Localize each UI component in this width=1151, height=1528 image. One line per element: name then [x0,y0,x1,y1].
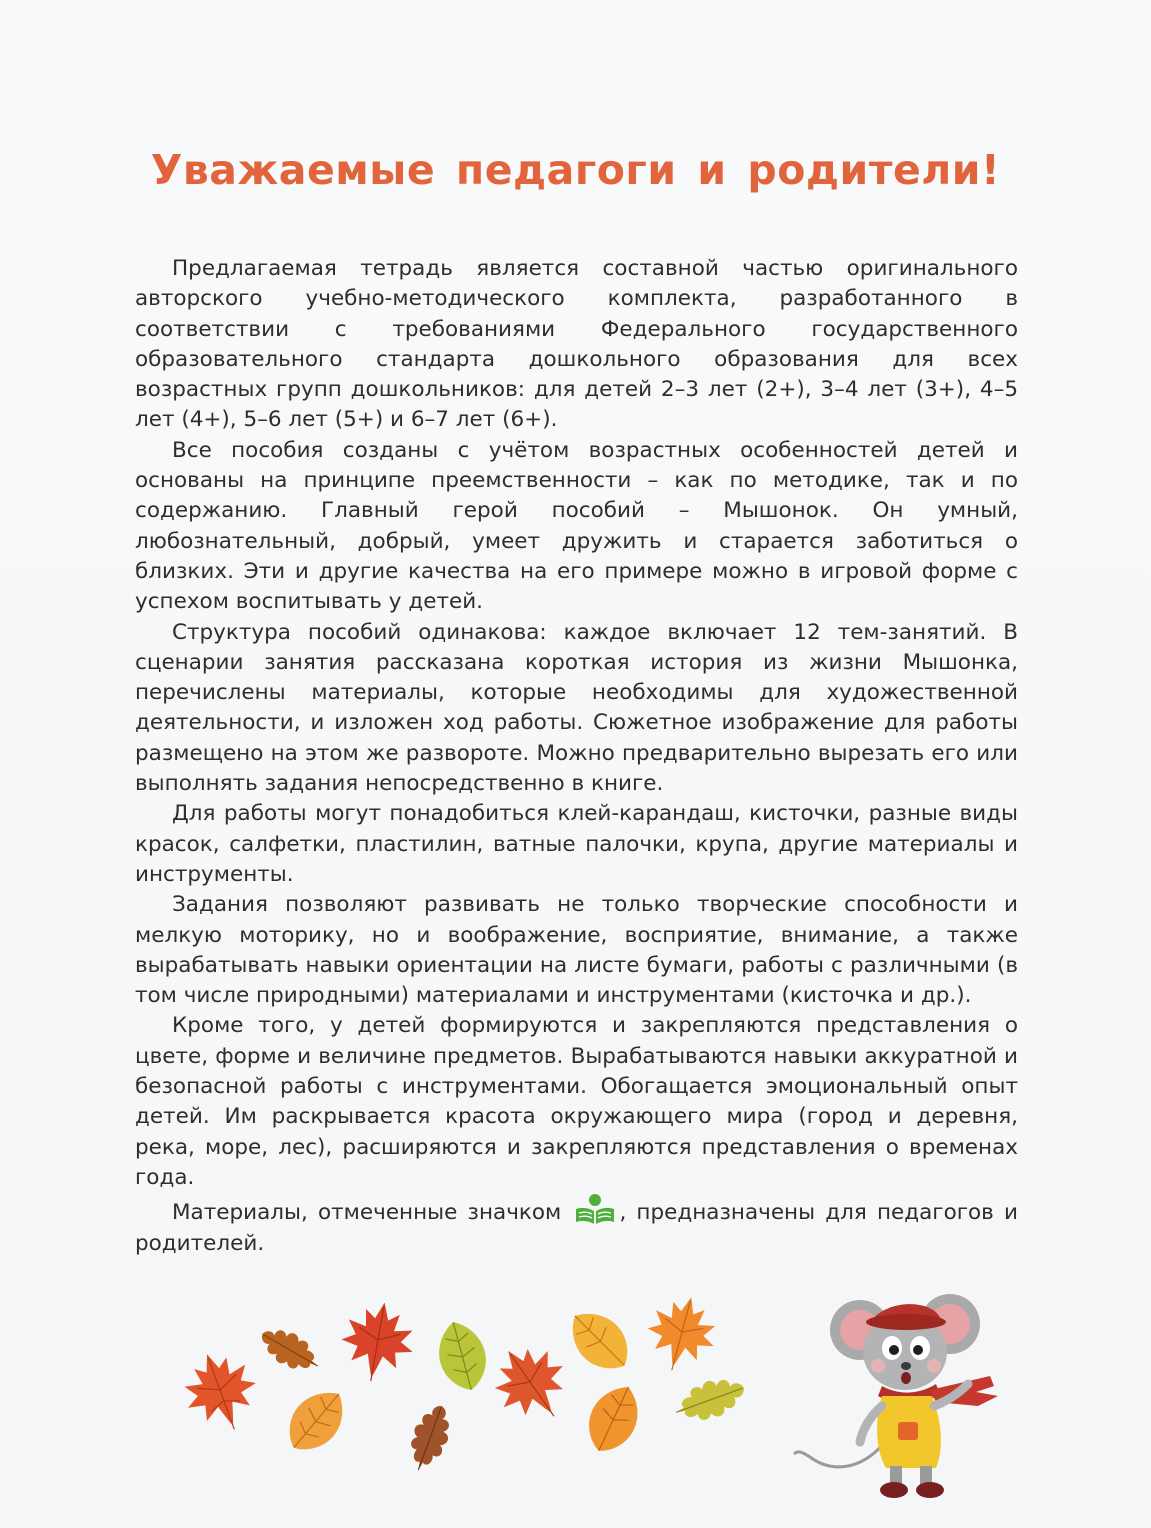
birch-leaf-icon [431,1316,493,1395]
page-title: Уважаемые педагоги и родители! [150,146,1001,194]
materials-note-start: Материалы, отмеченные значком [172,1200,562,1226]
body-text [135,254,1018,1259]
paragraph: Задания позволяют развивать не только творческие способности и мелкую моторику, но и воображение, восприятие, внимание, а также вырабатывать навыки ориентации на листе бумаги, работы с различными (в том числе природными) материалами и инструментами (кисточка и др.). [135,892,1018,1009]
paragraph: Для работы могут понадобиться клей-карандаш, кисточки, разные виды красок, салфетки, пластилин, ватные палочки, крупа, другие материалы и инструменты. [135,801,1018,887]
maple-leaf-icon [479,1330,584,1437]
birch-leaf-icon [578,1378,649,1461]
paragraph: Все пособия созданы с учётом возрастных особенностей детей и основаны на принципе преемственности – как по методике, так и по содержанию. Главный герой пособий – Мышонок. Он умный, любознательный, добрый, умеет дружить и старается заботиться о близких. Эти и другие качества на его примере можно в игровой форме с успехом воспитывать у детей. [135,437,1018,615]
oak-leaf-icon [402,1400,458,1476]
paragraph: Предлагаемая тетрадь является составной частью оригинального авторского учебно-методического комплекта, разработанного в соответствии с требованиями Федерального государственного образовательного стандарта дошкольного образования для всех возрастных групп дошкольников: для детей 2–3 лет (2+), 3–4 лет (3+), 4–5 лет (4+), 5–6 лет (5+) и 6–7 лет (6+). [135,256,1018,433]
oak-leaf-icon [254,1320,326,1381]
paragraph-materials-note [135,1193,1018,1259]
paragraph: Кроме того, у детей формируются и закрепляются представления о цвете, форме и величине предметов. Вырабатываются навыки аккуратной и безопасной работы с инструментами. Обогащается эмоциональный опыт детей. Им раскрывается красота окружающего мира (город и деревня, река, море, лес), расширяются и закрепляются представления о временах года. [135,1013,1018,1190]
birch-leaf-icon [276,1379,356,1462]
maple-leaf-icon [173,1342,268,1442]
birch-leaf-icon [559,1300,641,1382]
mouse-character-illustration [790,1272,1050,1504]
materials-note-end: , предназначены для педагогов и родителей. [135,1200,1018,1256]
oak-leaf-icon [670,1370,750,1429]
maple-leaf-icon [335,1296,420,1387]
paragraph: Структура пособий одинакова: каждое включает 12 тем-занятий. В сценарии занятия рассказана короткая история из жизни Мышонка, перечислены материалы, которые необходимы для художественной деятельности, и изложен ход работы. Сюжетное изображение для работы размещено на этом же развороте. Можно предварительно вырезать его или выполнять задания непосредственно в книге. [135,619,1018,797]
maple-leaf-icon [639,1288,725,1379]
teacher-parent-icon [573,1193,617,1227]
